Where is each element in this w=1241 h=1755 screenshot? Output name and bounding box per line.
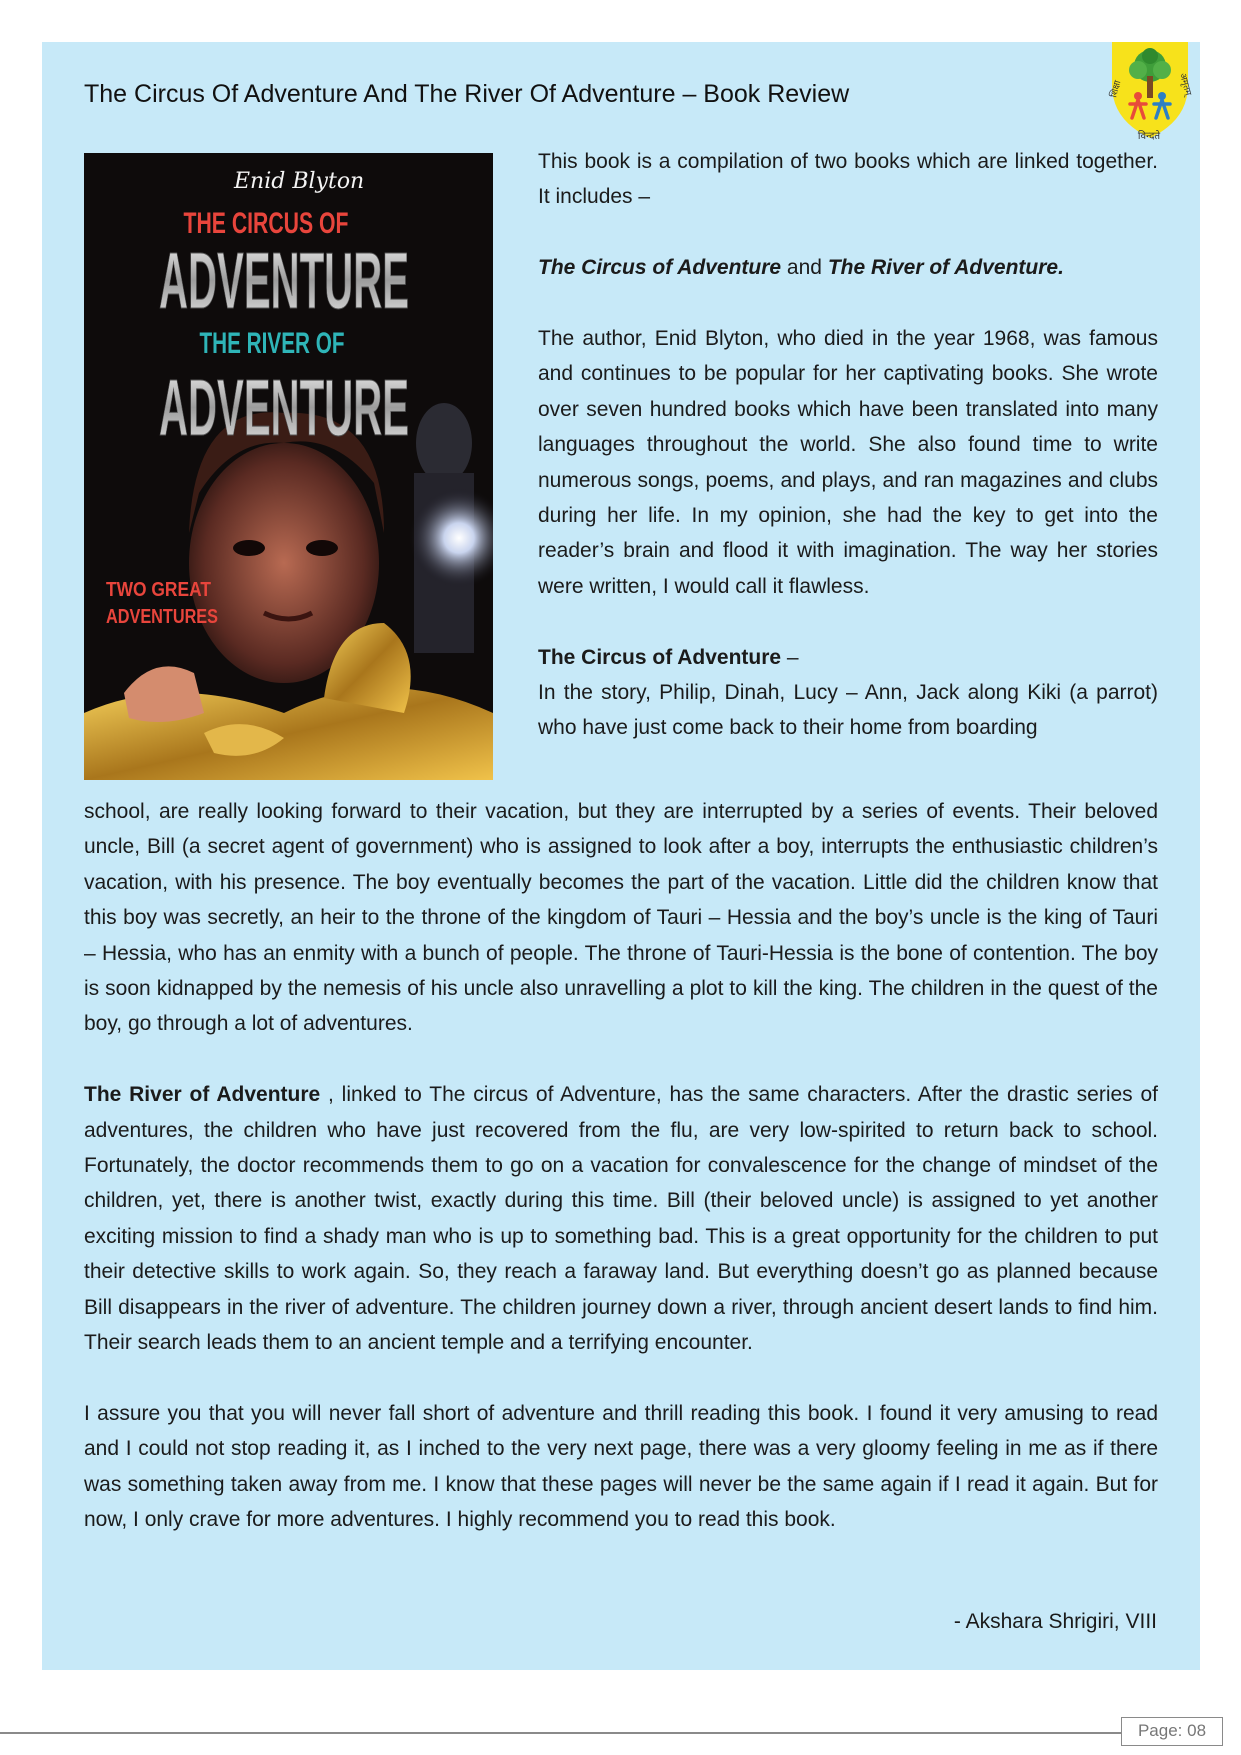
logo-caption: विन्दते	[1137, 131, 1161, 142]
right-column-text	[538, 144, 1158, 746]
cover-title-line-4: ADVENTURE	[159, 363, 409, 452]
cover-title-line-3: THE RIVER OF	[199, 327, 345, 360]
book-title-circus: The Circus of Adventure	[538, 256, 782, 280]
review-signature: - Akshara Shrigiri, VIII	[953, 1610, 1157, 1633]
cover-tagline-line-2: ADVENTURES	[106, 606, 218, 628]
book-list	[538, 250, 1158, 285]
page-number: Page: 08	[1121, 1717, 1223, 1746]
river-paragraph	[84, 1077, 1158, 1360]
cover-title-line-1: THE CIRCUS OF	[183, 207, 349, 240]
footer-rule	[0, 1732, 1121, 1734]
circus-heading-line	[538, 640, 1158, 675]
river-heading: The River of Adventure	[84, 1083, 321, 1107]
full-width-text	[84, 794, 1158, 1538]
circus-paragraph-part-2: school, are really looking forward to their vacation, but they are interrupted by a series of events. Their beloved uncle, Bill (a secret agent of government) who is assigned to look after a boy, interrupts the enthusiastic children’s vacation, with his presence. The boy eventually becomes the part of the vacation. Little did the children know that this boy was secretly, an heir to the throne of the kingdom of Tauri – Hessia and the boy’s uncle is the king of Tauri – Hessia, who has an enmity with a bunch of people. The throne of Tauri-Hessia is the bone of contention. The boy is soon kidnapped by the nemesis of his uncle also unravelling a plot to kill the king. The children in the quest of the boy, go through a lot of adventures.	[84, 800, 1158, 1036]
circus-heading: The Circus of Adventure	[538, 645, 782, 669]
cover-tagline-line-1: TWO GREAT	[106, 579, 211, 601]
author-paragraph: The author, Enid Blyton, who died in the year 1968, was famous and continues to be popular for her captivating books. She wrote over seven hundred books which have been translated into many languages throughout the world. She also found time to write numerous songs, poems, and plays, and ran magazines and clubs during her life. In my opinion, she had the key to get into the reader’s brain and flood it with imagination. The way her stories were written, I would call it flawless.	[538, 327, 1158, 598]
intro-paragraph: This book is a compilation of two books which are linked together. It includes –	[538, 150, 1158, 209]
svg-text:शिक्षा: शिक्षा	[1109, 79, 1124, 99]
page-title: The Circus Of Adventure And The River Of Adventure – Book Review	[84, 80, 850, 108]
cover-title-line-2: ADVENTURE	[159, 236, 409, 325]
river-body: , linked to The circus of Adventure, has the same characters. After the drastic series of adventures, the children who have just recovered from the flu, are very low-spirited to return back to school. Fortunately, the doctor recommends them to go on a vacation for convalescence for the change of mindset of the children, yet, there is another twist, exactly during this time. Bill (their beloved uncle) is assigned to yet another exciting mission to find a shady man who is up to something bad. This is a great opportunity for the children to put their detective skills to work again. So, they reach a faraway land. But everything doesn’t go as planned because Bill disappears in the river of adventure. The children journey down a river, through ancient desert lands to find him. Their search leads them to an ancient temple and a terrifying encounter.	[84, 1083, 1158, 1355]
school-logo	[1100, 40, 1200, 140]
svg-text:अमृतम्: अमृतम्	[1177, 72, 1193, 97]
circus-heading-dash: –	[781, 645, 799, 669]
conclusion-paragraph: I assure you that you will never fall short of adventure and thrill reading this book. I found it very amusing to read and I could not stop reading it, as I inched to the very next page, there was a very gloomy feeling in me as if there was something taken away from me. I know that these pages will never be the same again if I read it again. But for now, I only crave for more adventures. I highly recommend you to read this book.	[84, 1401, 1158, 1532]
book-title-river: The River of Adventure.	[827, 256, 1064, 280]
cover-author-signature: Enid Blyton	[234, 169, 365, 194]
circus-paragraph-part-1: In the story, Philip, Dinah, Lucy – Ann, Jack along Kiki (a parrot) who have just come back to their home from boarding	[538, 681, 1158, 740]
book-list-and: and	[781, 256, 828, 280]
book-cover-image	[84, 153, 493, 780]
